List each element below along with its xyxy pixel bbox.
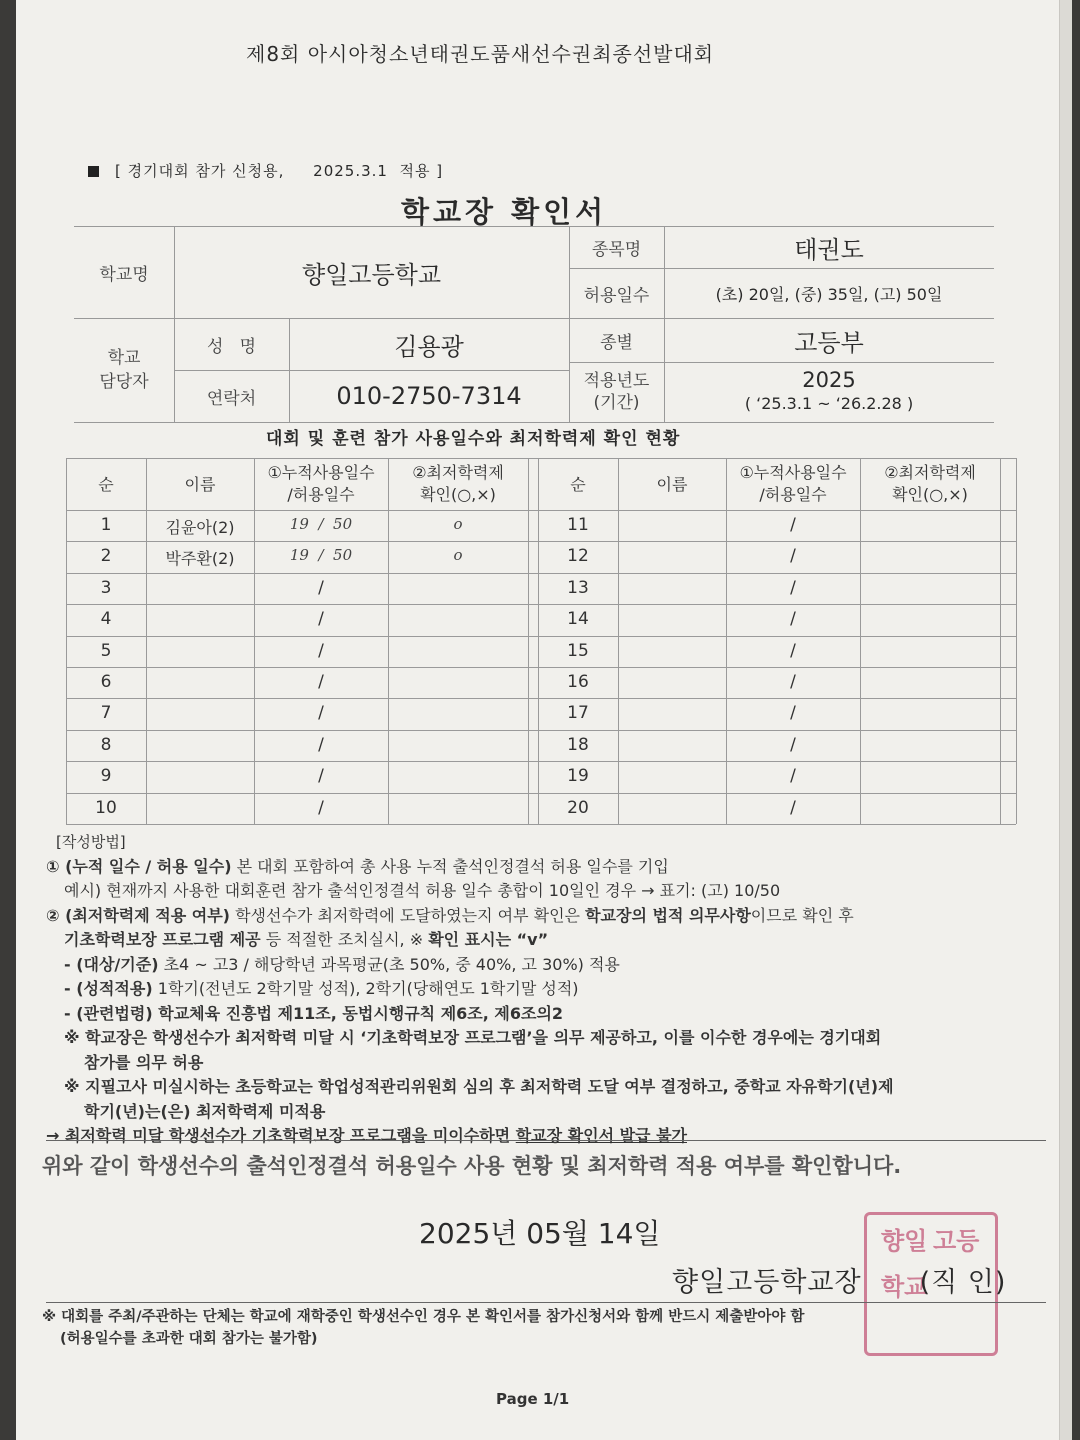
roster-row-name: 김윤아(2): [165, 518, 235, 537]
roster-row-days: /: [790, 640, 796, 661]
roster-row-days: 19 / 50: [289, 515, 353, 533]
note-1-example: 예시) 현재까지 사용한 대회훈련 참가 출석인정결석 허용 일수 총합이 10일인 경우 → 표기: (고) 10/50: [64, 881, 781, 900]
allowed-days-value: (초) 20일, (중) 35일, (고) 50일: [715, 284, 943, 304]
roster-header-name: 이름: [656, 475, 688, 494]
seal-char-1: 향일: [881, 1227, 928, 1255]
seal-char-3: 학교: [881, 1273, 928, 1301]
school-name-label: 학교명: [99, 264, 149, 285]
roster-col-line: [860, 458, 861, 824]
roster-row-line: [66, 636, 1016, 637]
event-title: 제8회 아시아청소년태권도품새선수권최종선발대회: [246, 42, 715, 66]
note-2-text: 학생선수가 최저학력에 도달하였는지 여부 확인은: [230, 905, 586, 925]
confirmation-statement: 위와 같이 학생선수의 출석인정결석 허용일수 사용 현황 및 최저학력 적용 여부를 확인합니다.: [42, 1154, 902, 1178]
detail-grades-text: 1학기(전년도 2학기말 성적), 2학기(당해연도 1학기말 성적): [152, 979, 579, 998]
footnote: [42, 1306, 804, 1350]
roster-row-number: 15: [567, 640, 589, 661]
roster-col-line: [1000, 458, 1001, 824]
roster-row-days: 19 / 50: [289, 546, 353, 565]
note-2-title: ② (최저학력제 적용 여부): [46, 905, 230, 925]
roster-row-line: [66, 761, 1016, 762]
roster-row-number: 3: [100, 577, 112, 598]
roster-row-days: /: [790, 515, 796, 535]
roster-row-number: 14: [567, 609, 589, 630]
year-value: 2025: [802, 368, 856, 392]
roster-row-days: /: [790, 609, 796, 630]
roster-row-number: 19: [567, 766, 589, 787]
contact-label: 연락처: [206, 388, 257, 409]
roster-row-days: /: [318, 609, 324, 630]
roster-title: 대회 및 훈련 참가 사용일수와 최저학력제 확인 현황: [266, 429, 681, 449]
event-type-value: 태권도: [794, 235, 864, 264]
note-1-text: 본 대회 포함하여 총 사용 누적 출석인정결석 허용 일수를 기입: [231, 856, 669, 876]
roster-row-days: /: [790, 546, 796, 567]
seal-char-2: 고등: [933, 1227, 980, 1255]
roster-row-line: [66, 698, 1016, 699]
detail-target-text: 초4 ~ 고3 / 해당학년 과목평균(초 50%, 중 40%, 고 30%) 적용: [158, 954, 620, 974]
roster-row-confirm: o: [453, 515, 463, 533]
detail-target-label: - (대상/기준): [64, 954, 159, 974]
division-label: 종별: [600, 332, 633, 353]
roster-row-days: /: [318, 577, 324, 598]
roster-header-days: ①누적사용일수 /허용일수: [739, 463, 847, 504]
roster-row-name: 박주환(2): [165, 549, 235, 569]
special-note-1: ※ 학교장은 학생선수가 최저학력 미달 시 ‘기초학력보장 프로그램’을 의무 제공하고, 이를 이수한 경우에는 경기대회: [64, 1028, 882, 1047]
roster-col-line: [618, 458, 619, 824]
page-number: Page 1/1: [496, 1390, 570, 1408]
roster-row-days: /: [318, 672, 324, 692]
roster-row-days: /: [318, 734, 324, 755]
roster-row-line: [66, 573, 1016, 574]
school-name-value: 향일고등학교: [301, 260, 442, 289]
form-tag-text: [ 경기대회 참가 신청용, 2025.3.1 적용 ]: [115, 162, 444, 180]
note-2-duty: 학교장의 법적 의무사항: [585, 905, 751, 925]
signer-name: 향일고등학교장: [672, 1267, 862, 1298]
note-2-text-end: 이므로 확인 후: [750, 905, 854, 925]
roster-row-number: 13: [567, 577, 589, 598]
detail-law-text: 학교체육 진흥법 제11조, 동법시행규칙 제6조, 제6조의2: [152, 1003, 564, 1023]
issue-date: 2025년 05월 14일: [419, 1217, 661, 1250]
roster-col-line: [528, 458, 529, 824]
instructions-heading: [작성방법]: [56, 833, 126, 851]
roster-row-line: [66, 510, 1016, 511]
note-1: [46, 855, 1046, 880]
note-2: [46, 904, 1046, 929]
roster-row-line: [66, 824, 1016, 825]
special-note-2: ※ 지필고사 미실시하는 초등학교는 학업성적관리위원회 심의 후 최저학력 도달 여부 결정하고, 중학교 자유학기(년)제: [64, 1077, 894, 1096]
signer-seal-label: (직 인): [919, 1267, 1007, 1298]
roster-row-confirm: o: [453, 546, 463, 565]
conclusion-note: [46, 1124, 1046, 1149]
roster-header-days: ①누적사용일수 /허용일수: [267, 463, 375, 504]
roster-row-days: /: [790, 577, 796, 598]
contact-value: 010-2750-7314: [336, 382, 522, 410]
detail-law: [46, 1002, 1046, 1027]
roster-row-days: /: [318, 766, 324, 787]
roster-row-days: /: [790, 672, 796, 692]
roster-header-confirm: ②최저학력제 확인(○,×): [412, 463, 504, 504]
roster-row-line: [66, 730, 1016, 731]
document-title: 학교장 확인서: [401, 195, 608, 229]
form-tag: [88, 160, 443, 181]
roster-header-confirm: ②최저학력제 확인(○,×): [884, 463, 976, 504]
roster-row-number: 18: [567, 734, 589, 755]
roster-row-days: /: [790, 703, 796, 724]
footnote-line-2: (허용일수를 초과한 대회 참가는 불가함): [60, 1331, 318, 1347]
roster-row-days: /: [318, 640, 324, 661]
paper-edge: [1059, 0, 1072, 1440]
roster-col-line: [388, 458, 389, 824]
note-2-program: 기초학력보장 프로그램 제공: [64, 930, 261, 949]
roster-row-days: /: [318, 797, 324, 818]
detail-target: [46, 953, 1046, 978]
conclusion-underlined: 학교장 확인서 발급 불가: [515, 1126, 687, 1145]
division-value: 고등부: [794, 328, 864, 357]
footer-divider: [46, 1302, 1046, 1303]
note-2-mark: 확인 표시는 “v”: [428, 930, 549, 949]
event-type-label: 종목명: [591, 239, 642, 260]
roster-row-number: 1: [100, 515, 112, 535]
document-page: [16, 0, 1068, 1440]
staff-label: 학교 담당자: [99, 348, 149, 392]
roster-row-days: /: [790, 766, 796, 787]
special-note-1-cont: 참가를 의무 허용: [84, 1052, 204, 1072]
roster-table: [66, 458, 1016, 824]
note-1-title: ① (누적 일수 / 허용 일수): [46, 856, 232, 876]
roster-row-days: /: [318, 703, 324, 724]
note-2-action: 등 적절한 조치실시, ※: [260, 930, 429, 949]
divider: [46, 1140, 1046, 1141]
roster-row-number: 20: [567, 797, 589, 818]
signer: [672, 1260, 1006, 1299]
roster-row-number: 5: [100, 640, 112, 661]
detail-grades: [46, 977, 1046, 1002]
roster-row-line: [66, 541, 1016, 542]
roster-row-number: 2: [100, 546, 112, 567]
roster-row-number: 4: [100, 609, 112, 630]
conclusion-text: → 최저학력 미달 학생선수가 기초학력보장 프로그램을 미이수하면: [46, 1126, 516, 1145]
staff-name-value: 김용광: [394, 332, 464, 361]
note-2-cont: [46, 928, 1046, 953]
roster-row-number: 11: [567, 515, 589, 535]
roster-header-no: 순: [98, 475, 114, 494]
roster-row-number: 6: [100, 672, 112, 692]
roster-header-no: 순: [570, 475, 586, 494]
roster-col-line: [1016, 458, 1017, 824]
roster-row-line: [66, 793, 1016, 794]
square-bullet-icon: [88, 166, 99, 177]
detail-grades-label: - (성적적용): [64, 979, 153, 998]
roster-row-number: 8: [100, 734, 112, 755]
info-table: [74, 226, 994, 426]
allowed-days-label: 허용일수: [583, 285, 650, 306]
roster-border-top: [66, 458, 1016, 459]
year-cell: [664, 362, 994, 422]
roster-row-line: [66, 604, 1016, 605]
footnote-line-1: ※ 대회를 주최/주관하는 단체는 학교에 재학중인 학생선수인 경우 본 확인서를 참가신청서와 함께 반드시 제출받아야 함: [42, 1309, 805, 1325]
detail-law-label: - (관련법령): [64, 1003, 153, 1023]
year-label: 적용년도 (기간): [583, 371, 650, 413]
roster-row-number: 12: [567, 546, 589, 567]
staff-name-label: 성 명: [206, 336, 257, 357]
roster-row-line: [66, 667, 1016, 668]
roster-row-number: 9: [100, 766, 112, 787]
roster-row-number: 7: [100, 703, 112, 724]
roster-row-number: 16: [567, 672, 589, 692]
instructions: [46, 830, 1046, 1149]
roster-row-number: 17: [567, 703, 589, 724]
roster-row-number: 10: [95, 797, 117, 818]
roster-col-line: [146, 458, 147, 824]
roster-header-name: 이름: [184, 475, 216, 494]
roster-row-days: /: [790, 797, 796, 818]
period-value: ( ‘25.3.1 ~ ‘26.2.28 ): [744, 394, 914, 413]
roster-row-days: /: [790, 734, 796, 755]
special-note-2-cont: 학기(년)는(은) 최저학력제 미적용: [84, 1101, 326, 1121]
